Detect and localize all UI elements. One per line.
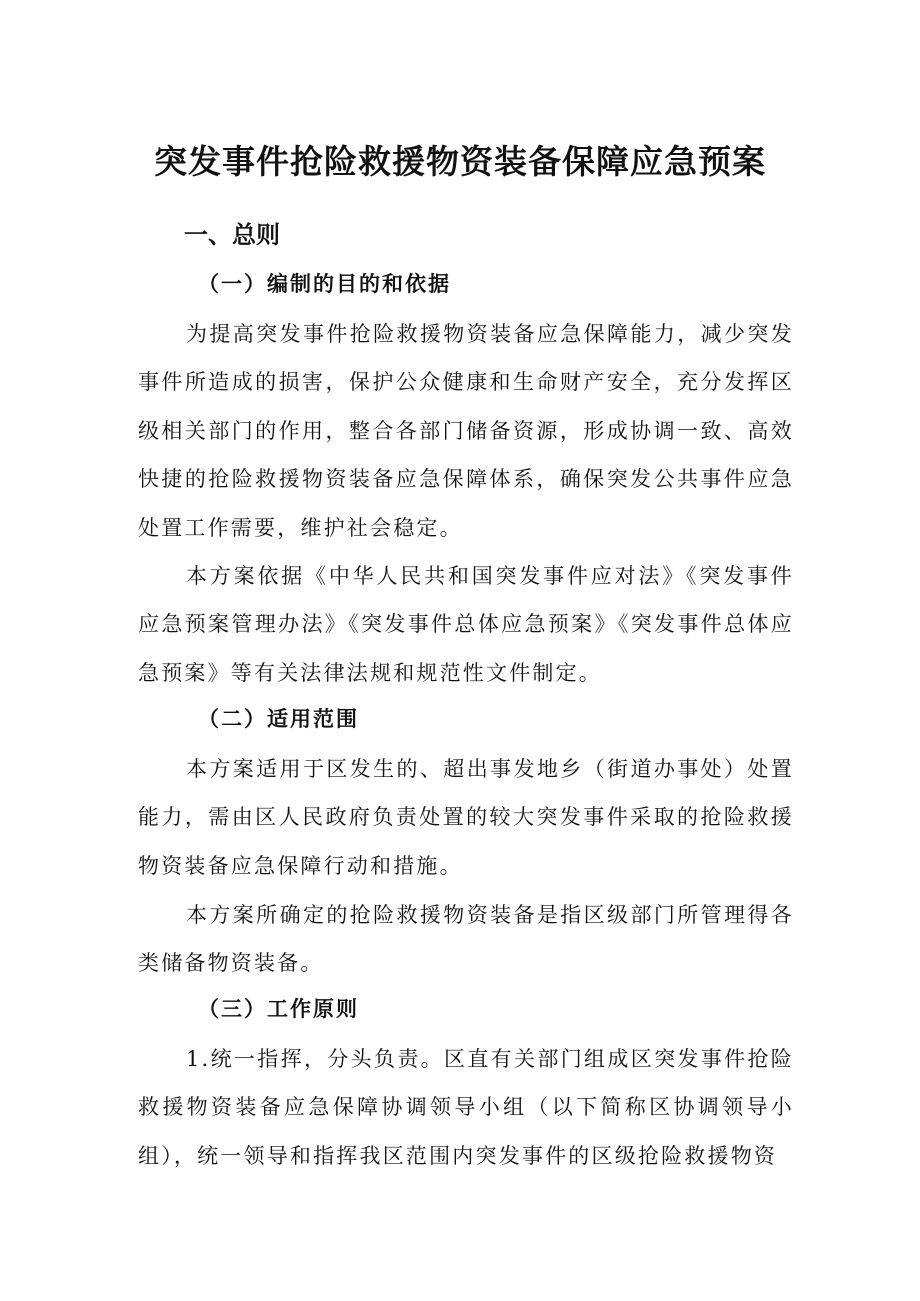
section-heading-general: 一、总则 (184, 221, 280, 249)
subsection-heading-principles: （三）工作原则 (198, 996, 359, 1021)
paragraph-principle-1: 1.统一指挥，分头负责。区直有关部门组成区突发事件抢险救援物资装备应急保障协调领导小组（以下简称区协调领导小组），统一领导和指挥我区范围内突发事件的区级抢险救援物资 (138, 1047, 794, 1168)
page-title: 突发事件抢险救援物资装备保障应急预案 (154, 142, 766, 181)
paragraph-basis: 本方案依据《中华人民共和国突发事件应对法》《突发事件应急预案管理办法》《突发事件总体应急预案》《突发事件总体应急预案》等有关法律法规和规范性文件制定。 (138, 564, 794, 685)
subsection-heading-purpose: （一）编制的目的和依据 (198, 271, 451, 296)
paragraph-purpose: 为提高突发事件抢险救援物资装备应急保障能力，减少突发事件所造成的损害，保护公众健康和生命财产安全，充分发挥区级相关部门的作用，整合各部门储备资源，形成协调一致、高效快捷的抢险救援物资装备应急保障体系，确保突发公共事件应急处置工作需要，维护社会稳定。 (138, 322, 794, 540)
subsection-heading-scope: （二）适用范围 (198, 706, 359, 731)
paragraph-scope-materials: 本方案所确定的抢险救援物资装备是指区级部门所管理得各类储备物资装备。 (138, 903, 794, 976)
paragraph-scope: 本方案适用于区发生的、超出事发地乡（街道办事处）处置能力，需由区人民政府负责处置的较大突发事件采取的抢险救援物资装备应急保障行动和措施。 (138, 757, 794, 878)
